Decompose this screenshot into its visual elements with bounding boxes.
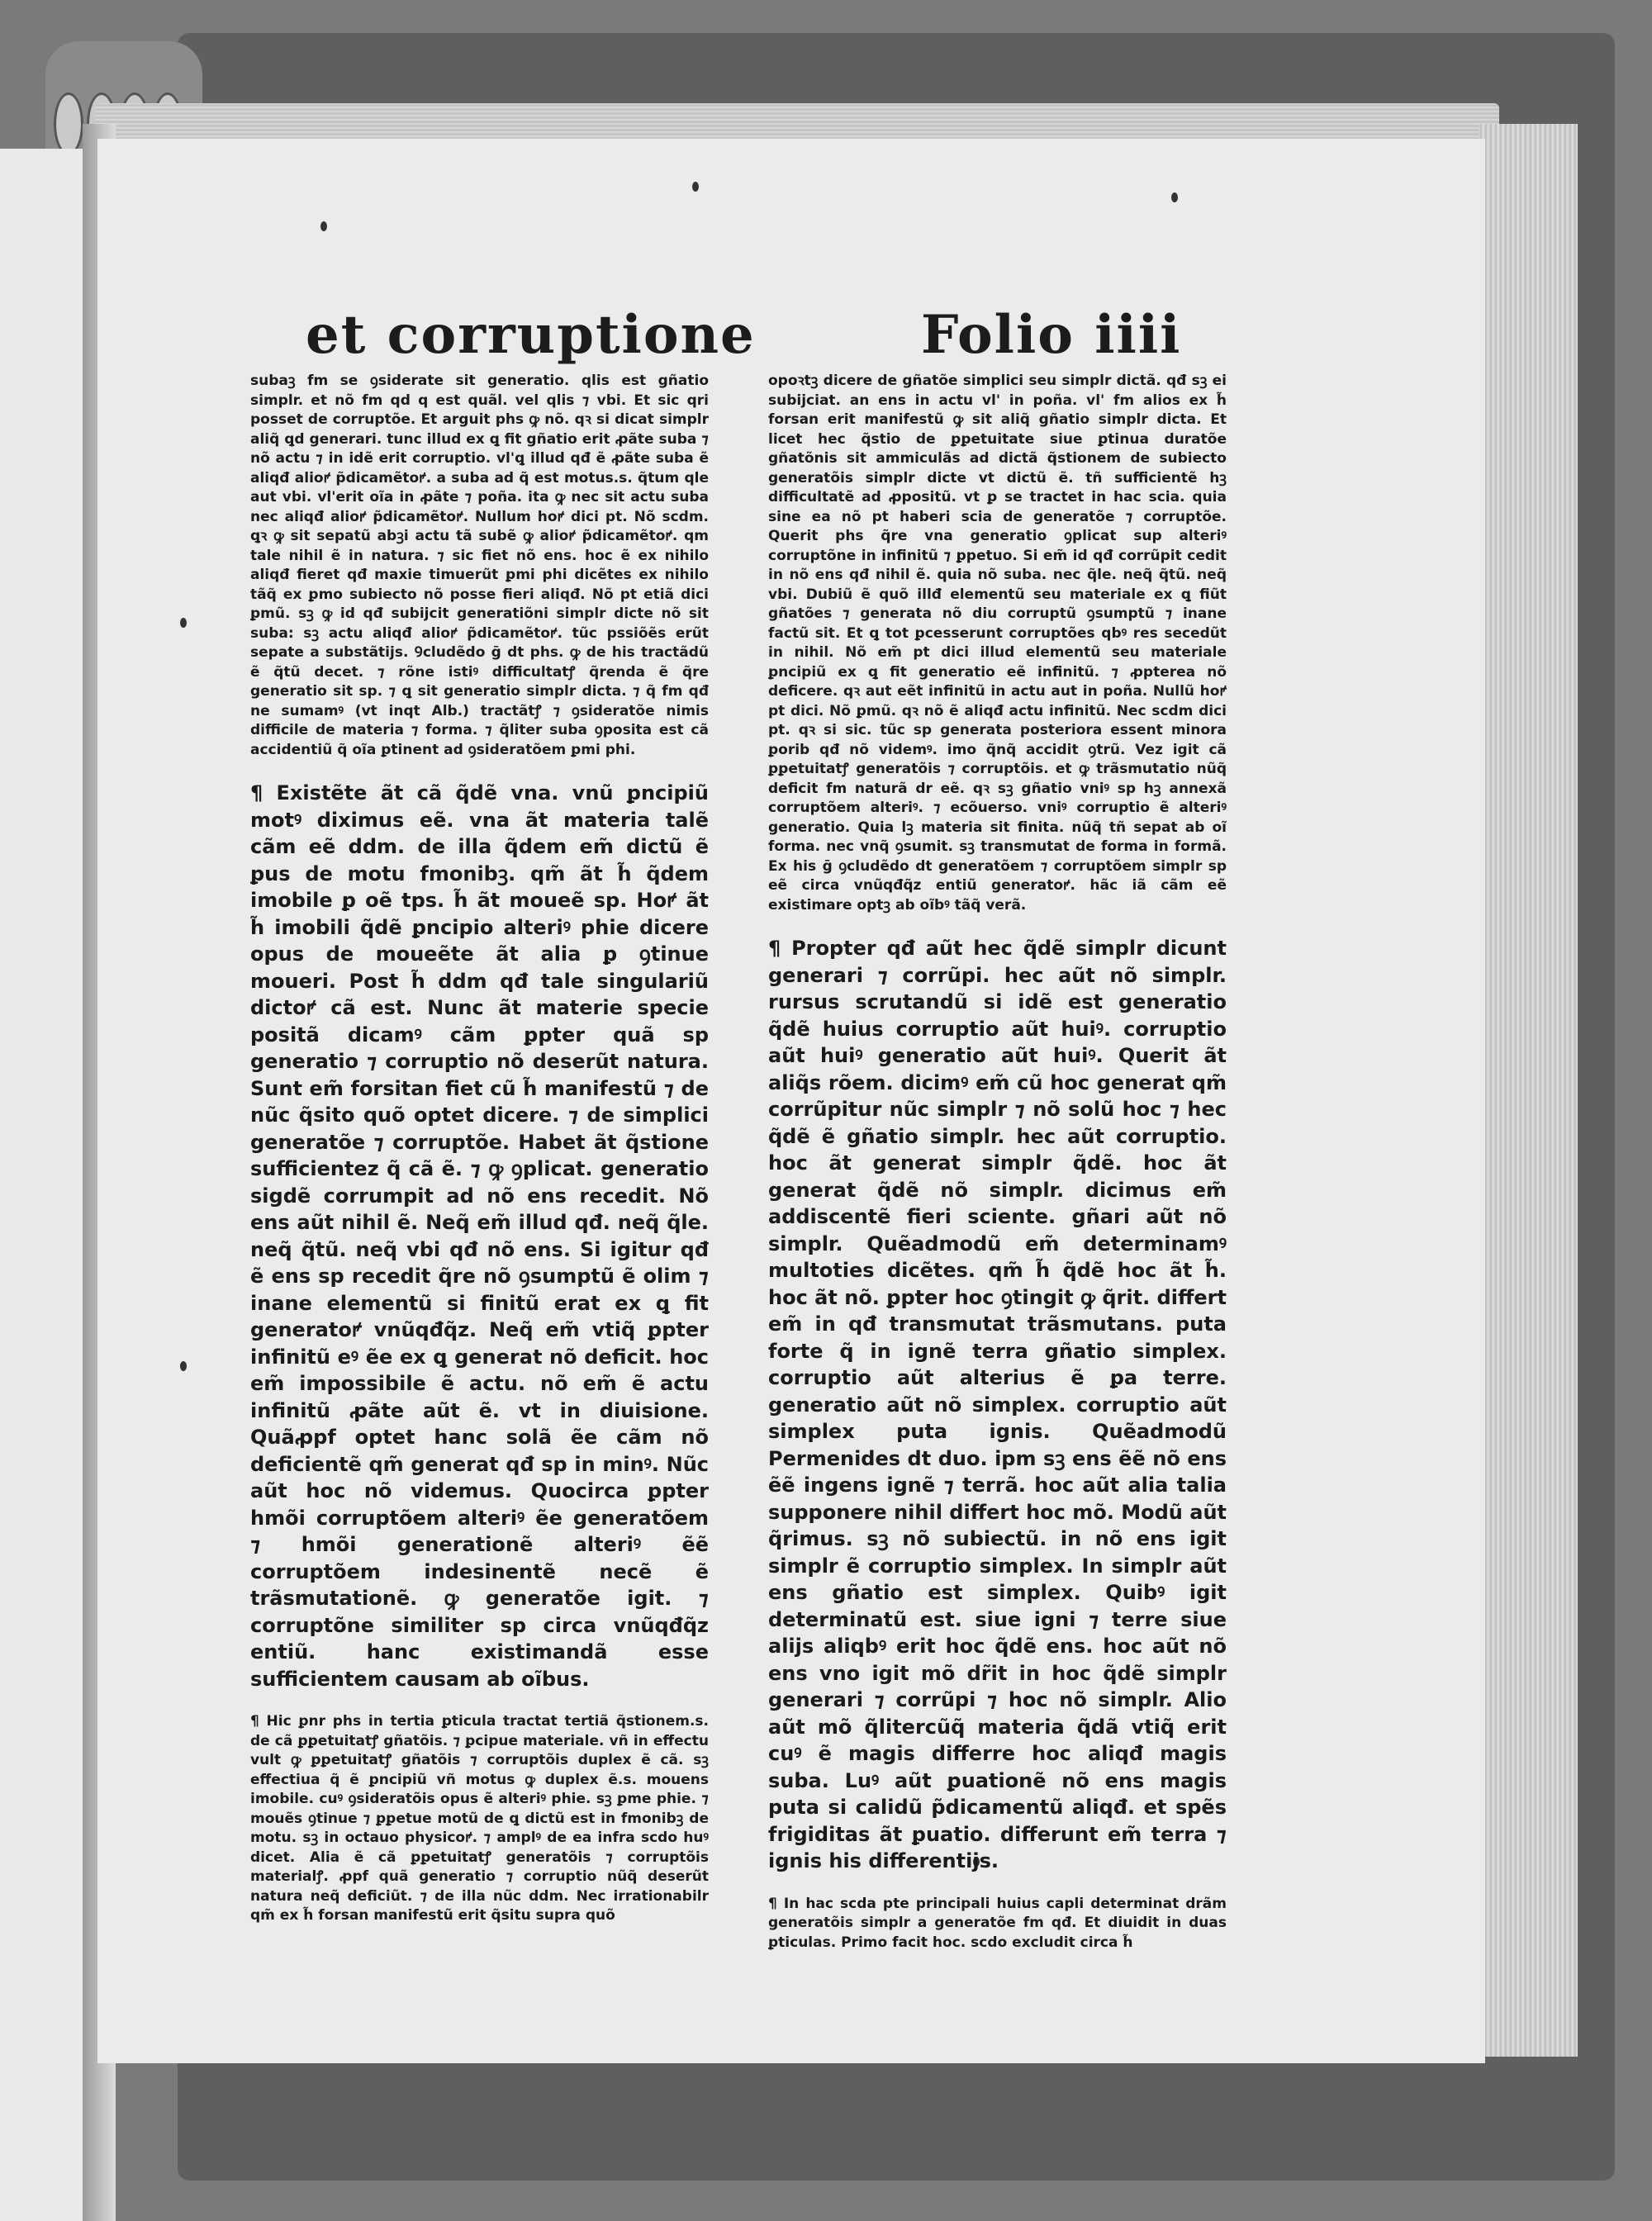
commentary-paragraph: ¶ In hac scda pte principali huius capli determinat drãm generatõis simplr a generatõe fm qđ. Et diuidit in duas ꝑticulas. Primo facit hoc. scdo excludit circa h̃ xyxy=(768,1895,1227,1951)
aristotle-text-paragraph: ¶ Propter qđ aũt hec q̃dẽ simplr dicunt generari ⁊ corrũpi. hec aũt nõ simplr. rursus scrutandũ si idẽ est generatio q̃dẽ huius corruptio aũt huiꝰ. corruptio aũt huiꝰ generatio aũt huiꝰ. Querit ãt aliq̃s rõem. dicimꝰ em̃ cũ hoc generat qm̃ corrũpitur nũc simplr ⁊ nõ solũ hoc ⁊ hec q̃dẽ ẽ gñatio simplr. hec aũt corruptio. hoc ãt generat simplr q̃dẽ. hoc ãt generat q̃dẽ nõ simplr. dicimus em̃ addiscentẽ fieri sciente. gñari aũt nõ simplr. Quẽadmodũ em̃ determinamꝰ multoties dicẽtes. qm̃ h̃ q̃dẽ hoc ãt h̃. hoc ãt nõ. ꝑpter hoc ꝯtingit ꝙ q̃rit. differt em̃ in qđ transmutat trãsmutans. puta forte q̃ in ignẽ terra gñatio simplex. corruptio aũt alterius ẽ ꝑa terre. generatio aũt nõ simplex. corruptio aũt simplex puta ignis. Quẽadmodũ Permenides dt duo. ipm sꝫ ens ẽẽ nõ ens ẽẽ ingens ignẽ ⁊ terrã. hoc aũt alia talia supponere nihil differt hoc mõ. Modũ aũt q̃rimus. sꝫ nõ subiectũ. in nõ ens igit simplr ẽ corruptio simplex. In simplr aũt ens gñatio est simplex. Quibꝰ igit determinatũ est. siue igni ⁊ terre siue alijs aliqbꝰ erit hoc q̃dẽ ens. hoc aũt nõ ens vno igit mõ dr̃it in hoc q̃dẽ simplr generari ⁊ corrũpi ⁊ hoc nõ simplr. Alio aũt mõ q̃litercũq̃ materia q̃dã vtiq̃ erit cuꝰ ẽ magis differre hoc aliqđ magis suba. Luꝰ aũt ꝑuationẽ nõ ens magis puta si calidũ p̃dicamentũ aliqđ. et spẽs frigiditas ãt ꝑuatio. differunt em̃ terra ⁊ ignis his differentijs. xyxy=(768,937,1227,1872)
ink-speck xyxy=(1171,192,1178,202)
commentary-paragraph: opoꝛtꝫ dicere de gñatõe simplici seu simplr dictã. qđ sꝫ ei subijciat. an ens in actu vl' in poña. vl' fm alios ex h̃ forsan erit manifestũ ꝙ sit aliq̃ gñatio simplr dicta. Et licet hec q̃stio de ꝑꝑetuitate siue ꝑtinua duratõe gñatõnis sit ammiculãs ad dictã q̃stionem de subiecto generatõis simplr dicte vt dictũ ẽ. tñ sufficientẽ hꝫ difficultatẽ ad ꝓpositũ. vt ꝑ se tractet in hac scia. quia sine ea nõ pt haberi scia de generatõe ⁊ corruptõe. Querit phs q̃re vna generatio ꝯplicat sup alteriꝰ corruptõne in infinitũ ⁊ ꝑpetuo. Si em̃ id qđ corrũpit cedit in nõ ens qđ nihil ẽ. quia nõ suba. nec q̃le. neq̃ q̃tũ. neq̃ vbi. Dubiũ ẽ quõ illđ elementũ seu materiale ex ꝗ fiũt gñatões ⁊ generata nõ diu corruptũ ꝯsumptũ ⁊ inane factũ sit. Et ꝗ tot ꝑcesserunt corruptões qbꝰ res secedũt in nihil. Nõ em̃ pt dici illud elementũ seu materiale ꝑncipiũ ex ꝗ fit generatio eẽ infinitũ. ⁊ ꝓptereа nõ deficere. qꝛ aut eẽt infinitũ in actu aut in poña. Nullũ hoꝵ pt dici. Nõ ꝑmũ. qꝛ nõ ẽ aliqđ actu infinitũ. Nec scdm dici pt. qꝛ si sic. tũc sp generata posteriora essent minora ꝑorib qđ nõ videmꝰ. imo q̃nq̃ accidit ꝯtrũ. Vez igit cã ꝑꝑetuitatꝭ generatõis ⁊ corruptõis. et ꝙ trãsmutatio nũq̃ deficit fm naturã dr eẽ. qꝛ sꝫ gñatio vniꝰ sp hꝫ annexã corruptõem alteriꝰ. ⁊ ecõuerso. vniꝰ corruptio ẽ alteriꝰ generatio. Quia lꝫ materia sit finita. nũq̃ tñ sepat ab oĩ forma. nec vnq̃ ꝯsumit. sꝫ transmutat de forma in formã. Ex his ḡ ꝯcludẽdo dt generatõem ⁊ corruptõem simplr sp eẽ circa vnũqđq̃z entiũ generatoꝵ. hãc iã cãm eẽ existimare optꝫ ab oĩbꝰ tãq̃ verã. xyxy=(768,373,1227,914)
commentary-paragraph: subaꝫ fm se ꝯsiderate sit generatio. qlis est gñatio simplr. et nõ fm qd q est quãl. vel qlis ⁊ vbi. Et sic qri posset de corruptõe. Et arguit phs ꝙ nõ. qꝛ si dicat simplr aliq̃ ꝗd generari. tunc illud ex ꝗ fit gñatio erit ꝓãte suba ⁊ nõ actu ⁊ in idẽ erit corruptio. vl'ꝗ illud qđ ẽ ꝓãte suba ẽ aliqđ alioꝵ p̃dicamẽtoꝵ. a suba ad q̃ est motus.s. q̃tum qle aut vbi. vl'erit oĩa in ꝓãte ⁊ poña. ita ꝙ nec sit actu suba nec aliqđ alioꝵ p̃dicamẽtoꝵ. Nullum hoꝵ dici pt. Nõ scdm. ꝗꝛ ꝙ sit sepatũ abꝫi actu tã subẽ ꝙ alioꝵ p̃dicamẽtoꝵ. qm tale nihil ẽ in natura. ⁊ sic fiet nõ ens. hoc ẽ ex nihilo aliqđ fieret qđ maxie timuerũt ꝑmi phi dicẽtes ex nihilo tãq̃ ex ꝑmo subiecto nõ posse fieri aliqđ. Nõ pt etiã dici ꝑmũ. sꝫ ꝙ id qđ subijcit generatiõni simplr dicte nõ sit suba: sꝫ actu aliqđ alioꝵ p̃dicamẽtoꝵ. tũc pssiõẽs erũt sepate a substãtijs. Ꝯcludẽdo ḡ dt phs. ꝙ de his tractãdũ ẽ q̃tũ decet. ⁊ rõne istiꝰ difficultatꝭ q̃renda ẽ q̃re generatio sit sp. ⁊ ꝗ sit generatio simplr dicta. ⁊ q̃ fm qđ ne sumamꝰ (vt inqt Alb.) tractãtꝭ ⁊ ꝯsideratõe nimis difficile de materia ⁊ forma. ⁊ q̃liter suba ꝯposita est cã accidentiũ q̃ oĩa ꝑtinent ad ꝯsideratõem ꝑmi phi. xyxy=(250,373,709,758)
ink-speck xyxy=(180,618,187,628)
left-text-column xyxy=(250,372,709,1946)
page-edges-right xyxy=(1479,124,1578,2057)
running-head-left: et corruptione xyxy=(306,304,756,366)
ink-speck xyxy=(692,182,699,192)
ink-speck xyxy=(180,1361,187,1371)
commentary-paragraph: ¶ Hic ꝑnr phs in tertia ꝑticula tractat tertiã q̃stionem.s. de cã ꝑꝑetuitatꝭ gñatõis. ⁊ ꝑcipue materiale. vñ in effectu vult ꝙ ꝑꝑetuitatꝭ gñatõis ⁊ corruptõis duplex ẽ cã. sꝫ effectiua q̃ ẽ ꝑncipiũ vñ motus ꝙ duplex ẽ.s. mouens imobile. cuꝰ ꝯsideratõis opus ẽ alteriꝰ phie. sꝫ ꝑme phie. ⁊ mouẽs ꝯtinue ⁊ ꝑꝑetue motũ de ꝗ dictũ est in fmonibꝫ de motu. sꝫ in octauo physicoꝵ. ⁊ amplꝰ de ea infra scdo huꝰ dicet. Alia ẽ cã ꝑꝑetuitatꝭ generatõis ⁊ corruptõis materialꝭ. ꝓpf quã generatio ⁊ corruptio nũq̃ deserũt natura neq̃ deficiũt. ⁊ de illa nũc ddm. Nec irrationabilr qm̃ ex h̃ forsan manifestũ erit q̃situ supra quõ xyxy=(250,1713,709,1924)
folio-number: Folio iiii xyxy=(921,304,1182,366)
left-page-edge xyxy=(0,149,96,2221)
aristotle-text-paragraph: ¶ Existẽte ãt cã q̃dẽ vna. vnũ ꝑncipiũ motꝰ diximus eẽ. vna ãt materia talẽ cãm eẽ ddm. de illa q̃dem em̃ dictũ ẽ ꝑus de motu fmonibꝫ. qm̃ ãt h̃ q̃dem imobile ꝑ oẽ tps. h̃ ãt moueẽ sp. Hoꝵ ãt h̃ imobili q̃dẽ ꝑncipio alteriꝰ phie dicere opus de moueẽte ãt alia ꝑ ꝯtinue moueri. Post h̃ ddm qđ tale singulariũ dictoꝵ cã est. Nunc ãt materie specie positã dicamꝰ cãm ꝑpter quã sp generatio ⁊ corruptio nõ deserũt natura. Sunt em̃ forsitan fiet cũ h̃ manifestũ ⁊ de nũc q̃sito quõ optet dicere. ⁊ de simplici generatõe ⁊ corruptõe. Habet ãt q̃stione sufficientez q̃ cã ẽ. ⁊ ꝙ ꝯplicat. generatio sigdẽ corrumpit ad nõ ens recedit. Nõ ens aũt nihil ẽ. Neq̃ em̃ illud qđ. neq̃ q̃le. neq̃ q̃tũ. neq̃ vbi qđ nõ ens. Si igitur qđ ẽ ens sp recedit q̃re nõ ꝯsumptũ ẽ olim ⁊ inane elementũ si finitũ erat ex ꝗ fit generatoꝵ vnũqđq̃z. Neq̃ em̃ vtiq̃ ꝑpter infinitũ eꝰ ẽe ex ꝗ generat nõ deficit. hoc em̃ impossibile ẽ actu. nõ em̃ ẽ actu infinitũ ꝓãte aũt ẽ. vt in diuisione. Quãꝓpf optet hanc solã ẽe cãm nõ deficientẽ qm̃ generat qđ sp in minꝰ. Nũc aũt hoc nõ videmus. Quocirca ꝑpter hmõi corruptõem alteriꝰ ẽe generatõem ⁊ hmõi generationẽ alteriꝰ ẽẽ corruptõem indesinentẽ necẽ ẽ trãsmutationẽ. ꝙ generatõe igit. ⁊ corruptõne similiter sp circa vnũqđq̃z entiũ. hanc existimandã esse sufficientem causam ab oĩbus. xyxy=(250,781,709,1691)
ink-speck xyxy=(320,221,327,231)
spine-band xyxy=(54,93,83,155)
right-text-column xyxy=(768,372,1227,1972)
